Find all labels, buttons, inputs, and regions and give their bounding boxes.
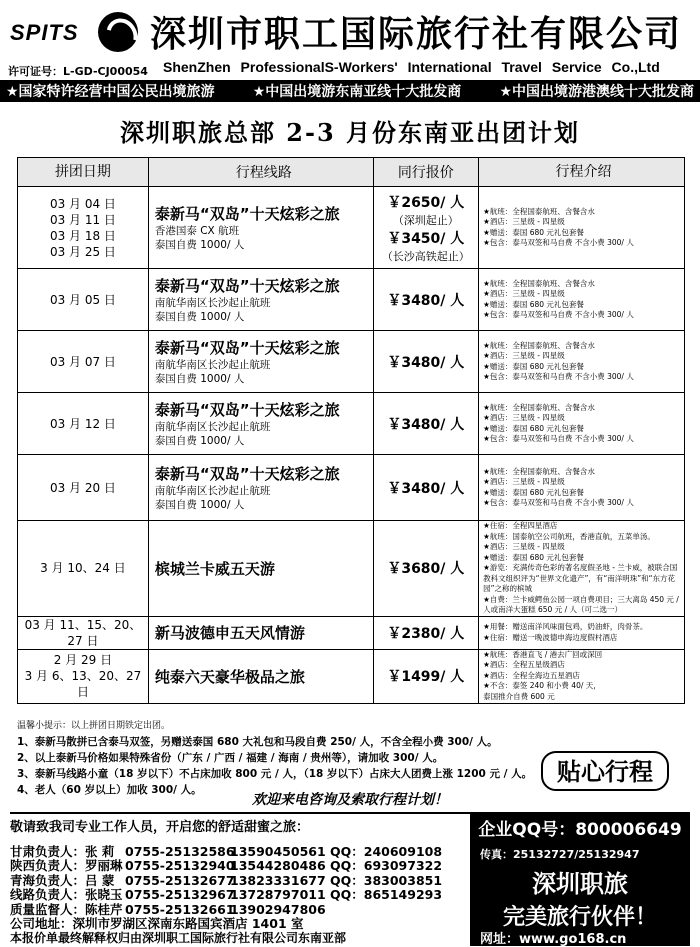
contact-phone: 0755-25132940 [125, 858, 235, 874]
intro-line: ★酒店：三星级 - 四星级 [483, 477, 565, 486]
contact-mobile: 13728797011 [230, 887, 326, 903]
route-title: 泰新马“双岛”十天炫彩之旅 [154, 401, 340, 419]
contact-mobile: 13544280486 [230, 858, 326, 874]
tour-date: 03 月 20 日 [49, 480, 116, 495]
welcome-line: 欢迎来电咨询及索取行程计划！ [252, 792, 448, 808]
table-row [18, 269, 685, 331]
tour-price [373, 616, 479, 649]
contact-row [10, 859, 485, 873]
company-english-name: ShenZhen ProfessionalS-Workers' International Travel Service Co.,Ltd [163, 59, 660, 75]
route-detail: 南航华南区长沙起止航班 [154, 485, 271, 497]
tour-intro [479, 187, 685, 269]
intro-line: ★酒店：三星级 - 四星级 [483, 351, 565, 360]
slogan-tagline: 完美旅行伙伴！ [502, 904, 657, 930]
banner-item: ★国家特许经营中国公民出境旅游 [6, 84, 215, 100]
tour-intro [479, 455, 685, 521]
tour-date: 03 月 25 日 [49, 244, 116, 259]
intro-line: ★包含：泰马双签和马自费 不含小费 300/ 人 [483, 498, 634, 507]
tour-route [148, 455, 373, 521]
contact-person: 质量监督人：陈桂芹 [10, 901, 123, 917]
tour-date: 03 月 07 日 [49, 354, 116, 369]
contact-section [10, 816, 485, 946]
header-route: 行程线路 [148, 158, 373, 187]
contact-row [10, 888, 485, 902]
tour-date: 03 月 04 日 [49, 196, 116, 211]
intro-line: ★酒店：全程五星级酒店 [483, 660, 565, 670]
notes-line: 1、泰新马散拼已含泰马双签，另赠送泰国 680 大礼包和马段自费 250/ 人，不含全程小费 300/ 人。 [17, 736, 498, 748]
tour-date: 03 月 18 日 [49, 228, 116, 243]
enterprise-qq: 企业QQ号：800006649 [470, 812, 690, 842]
intro-line: ★赠送：泰国 680 元礼包套餐 [483, 487, 584, 497]
intro-line: ★航班：香港直飞 / 港去广回或深回 [483, 649, 603, 659]
intro-line: ★酒店：全程全海边五星酒店 [483, 670, 580, 680]
tour-route [148, 331, 373, 393]
logo-swirl-icon [98, 12, 138, 52]
stamp-text: 贴心行程 [557, 758, 653, 786]
slogan-brand: 深圳职旅 [532, 869, 628, 898]
intro-line: ★赠送：泰国 680 元礼包套餐 [483, 423, 584, 433]
intro-line: ★酒店：三星级 - 四星级 [483, 413, 565, 422]
contact-phone: 0755-25132661 [125, 901, 235, 917]
route-title: 泰新马“双岛”十天炫彩之旅 [154, 277, 340, 295]
intro-line: ★包含：泰马双签和马自费 不含小费 300/ 人 [483, 310, 634, 319]
plan-title: 深圳职旅总部 2-3 月份东南亚出团计划 [119, 118, 581, 147]
contact-phone: 0755-25132677 [125, 872, 235, 888]
tour-route [148, 393, 373, 455]
table-row [18, 455, 685, 521]
tour-price [373, 455, 479, 521]
contact-phone: 0755-25132967 [125, 887, 235, 903]
tour-dates [18, 616, 149, 649]
route-title: 槟城兰卡威五天游 [154, 559, 275, 578]
tour-date: 3 月 6、13、20、27 日 [24, 669, 142, 699]
price-value: ￥3480/ 人 [387, 480, 465, 497]
tour-intro [479, 331, 685, 393]
tour-dates [18, 521, 149, 617]
header-date: 拼团日期 [18, 158, 149, 187]
tour-route [148, 616, 373, 649]
route-title: 泰新马“双岛”十天炫彩之旅 [154, 205, 340, 223]
contact-row [10, 903, 485, 917]
tour-price [373, 649, 479, 703]
intro-line: ★不含：泰签 240 和小费 40/ 天， [483, 681, 601, 691]
tour-date: 2 月 29 日 [53, 653, 113, 667]
table-row [18, 521, 685, 617]
qualification-banner [0, 80, 700, 102]
contact-person: 青海负责人：吕 蒙 [10, 872, 115, 888]
route-detail: 南航华南区长沙起止航班 [154, 297, 271, 309]
tour-route [148, 649, 373, 703]
company-logo [10, 10, 140, 60]
route-detail: 香港国泰 CX 航班 [154, 225, 240, 237]
intro-line: ★包含：泰马双签和马自费 不含小费 300/ 人 [483, 434, 634, 443]
contact-heading: 敬请致我司专业工作人员，开启您的舒适甜蜜之旅： [10, 820, 310, 835]
tour-price [373, 521, 479, 617]
intro-line: ★航班：全程国泰航班、含餐含水 [483, 206, 595, 216]
header-price: 同行报价 [373, 158, 479, 187]
tour-date: 03 月 12 日 [49, 416, 116, 431]
contact-person: 陕西负责人：罗丽琳 [10, 858, 123, 874]
tour-price [373, 331, 479, 393]
price-value: ￥1499/ 人 [387, 669, 465, 685]
route-detail: 泰国自费 1000/ 人 [154, 373, 245, 385]
tour-route [148, 187, 373, 269]
notes-line: 3、泰新马线路小童（18 岁以下）不占床加收 800 元 / 人，（18 岁以下）占床大人团费上涨 1200 元 / 人。 [17, 768, 533, 780]
intro-line: ★自费：兰卡威鳄鱼公园一项自费项目；三大离岛 450 元 / 人或南洋大蛋糕 650 元 / 人（可二选一） [483, 594, 679, 614]
banner-item: ★中国出境游港澳线十大批发商 [499, 84, 694, 100]
intro-line: ★航班：全程国泰航班、含餐含水 [483, 340, 595, 350]
tour-date: 03 月 05 日 [49, 292, 116, 307]
logo-text: SPITS [10, 20, 79, 45]
tour-price [373, 187, 479, 269]
schedule-table [17, 157, 685, 704]
notes-line: 2、以上泰新马价格如果特殊省份（广东 / 广西 / 福建 / 海南 / 贵州等），请加收 300/ 人。 [17, 752, 444, 764]
contact-qq: QQ：240609108 [330, 844, 443, 859]
price-value: ￥3480/ 人 [387, 354, 465, 371]
intro-line: ★住宿：赠送一晚波德申海边度假村酒店 [483, 632, 618, 642]
contact-list [10, 845, 485, 917]
intro-line: ★酒店：三星级 - 四星级 [483, 542, 565, 551]
route-detail: 南航华南区长沙起止航班 [154, 359, 271, 371]
contact-person: 线路负责人：张晓玉 [10, 887, 123, 903]
tour-intro [479, 269, 685, 331]
intro-line: ★赠送：泰国 680 元礼包套餐 [483, 227, 584, 237]
contact-phone: 0755-25132586 [125, 844, 235, 859]
contact-mobile: 13902947806 [230, 901, 326, 917]
price-note: （长沙高铁起止） [381, 249, 470, 263]
intro-line: ★赠送：泰国 680 元礼包套餐 [483, 361, 584, 371]
intro-line: ★包含：泰马双签和马自费 不含小费 300/ 人 [483, 372, 634, 381]
price-note: （深圳起止） [392, 213, 459, 227]
footer-statement: 本报价单最终解释权归由深圳职工国际旅行社有限公司东南亚部 [10, 931, 347, 946]
intro-line: ★航班：全程国泰航班、含餐含水 [483, 278, 595, 288]
route-detail: 泰国自费 1000/ 人 [154, 499, 245, 511]
tour-dates [18, 393, 149, 455]
table-row [18, 187, 685, 269]
table-row [18, 616, 685, 649]
intro-line: ★游览：充满传奇色彩的著名度假圣地 - 兰卡威，被联合国教科文组织评为“世界文化遗产”，有“南洋明珠”和“东方花园”之称的槟城 [483, 563, 678, 593]
price-value: ￥2380/ 人 [387, 625, 465, 642]
intro-line: ★酒店：三星级 - 四星级 [483, 289, 565, 298]
license-number: 许可证号：L-GD-CJ00054 [8, 65, 148, 78]
slogan-panel [470, 842, 690, 946]
stamp-graphic [540, 748, 670, 794]
intro-line: ★酒店：三星级 - 四星级 [483, 217, 565, 226]
tour-route [148, 521, 373, 617]
route-title: 泰新马“双岛”十天炫彩之旅 [154, 465, 340, 483]
tour-price [373, 269, 479, 331]
table-row [18, 331, 685, 393]
route-title: 新马波德申五天风情游 [154, 624, 305, 642]
tour-date: 03 月 11、15、20、27 日 [24, 617, 142, 648]
company-name: 深圳市职工国际旅行社有限公司 [150, 14, 683, 55]
tour-intro [479, 393, 685, 455]
banner-item: ★中国出境游东南亚线十大批发商 [252, 84, 462, 100]
tour-dates [18, 455, 149, 521]
company-address: 公司地址：深圳市罗湖区深南东路国宾酒店 1401 室 [10, 916, 304, 932]
price-value: ￥2650/ 人 [387, 194, 465, 211]
intro-line: ★赠送：泰国 680 元礼包套餐 [483, 552, 584, 562]
tour-dates [18, 187, 149, 269]
tour-intro [479, 649, 685, 703]
contact-qq: QQ：865149293 [330, 887, 443, 903]
tour-dates [18, 331, 149, 393]
header-intro: 行程介绍 [479, 158, 685, 187]
contact-qq: QQ：693097322 [330, 858, 443, 874]
tour-intro [479, 616, 685, 649]
tour-date: 03 月 11 日 [49, 212, 116, 227]
intro-line: ★包含：泰马双签和马自费 不含小费 300/ 人 [483, 238, 634, 247]
intro-line: ★航班：全程国泰航班、含餐含水 [483, 402, 595, 412]
route-title: 泰新马“双岛”十天炫彩之旅 [154, 339, 340, 357]
tour-date: 3 月 10、24 日 [40, 561, 126, 576]
contact-row [10, 874, 485, 888]
route-detail: 南航华南区长沙起止航班 [154, 421, 271, 433]
route-detail: 泰国自费 1000/ 人 [154, 239, 245, 251]
tour-price [373, 393, 479, 455]
contact-row [10, 845, 485, 859]
tour-route [148, 269, 373, 331]
tour-dates [18, 649, 149, 703]
intro-line: ★航班：国泰航空公司航班，香港直航，五菜单汤。 [483, 531, 655, 541]
fax-number: 传真：25132727/25132947 [480, 848, 640, 861]
contact-qq: QQ：383003851 [330, 872, 443, 888]
route-title: 纯泰六天豪华极品之旅 [154, 667, 305, 686]
table-row [18, 649, 685, 703]
intro-line: ★赠送：泰国 680 元礼包套餐 [483, 299, 584, 309]
notes-line: 4、老人（60 岁以上）加收 300/ 人。 [17, 784, 202, 796]
notes-tip: 温馨小提示：以上拼团日期铁定出团。 [17, 721, 171, 731]
intro-line: ★住宿：全程四星酒店 [483, 521, 558, 530]
tour-dates [18, 269, 149, 331]
route-detail: 泰国自费 1000/ 人 [154, 311, 245, 323]
intro-line: ★航班：全程国泰航班、含餐含水 [483, 466, 595, 476]
website-url: 网址：www.go168.cn [480, 932, 627, 947]
intro-line: 泰国推介自费 600 元 [483, 691, 555, 701]
price-value: ￥3480/ 人 [387, 292, 465, 309]
intro-line: ★用餐：赠送南洋风味面包鸡，奶油虾，肉骨茶。 [483, 622, 648, 631]
price-value: ￥3480/ 人 [387, 416, 465, 433]
table-header-row [18, 158, 685, 187]
route-detail: 泰国自费 1000/ 人 [154, 435, 245, 447]
price-value: ￥3450/ 人 [387, 230, 465, 247]
table-row [18, 393, 685, 455]
contact-mobile: 13823331677 [230, 872, 326, 888]
tour-intro [479, 521, 685, 617]
contact-mobile: 13590450561 [230, 844, 326, 859]
contact-person: 甘肃负责人：张 莉 [10, 844, 115, 859]
price-value: ￥3680/ 人 [387, 561, 465, 578]
